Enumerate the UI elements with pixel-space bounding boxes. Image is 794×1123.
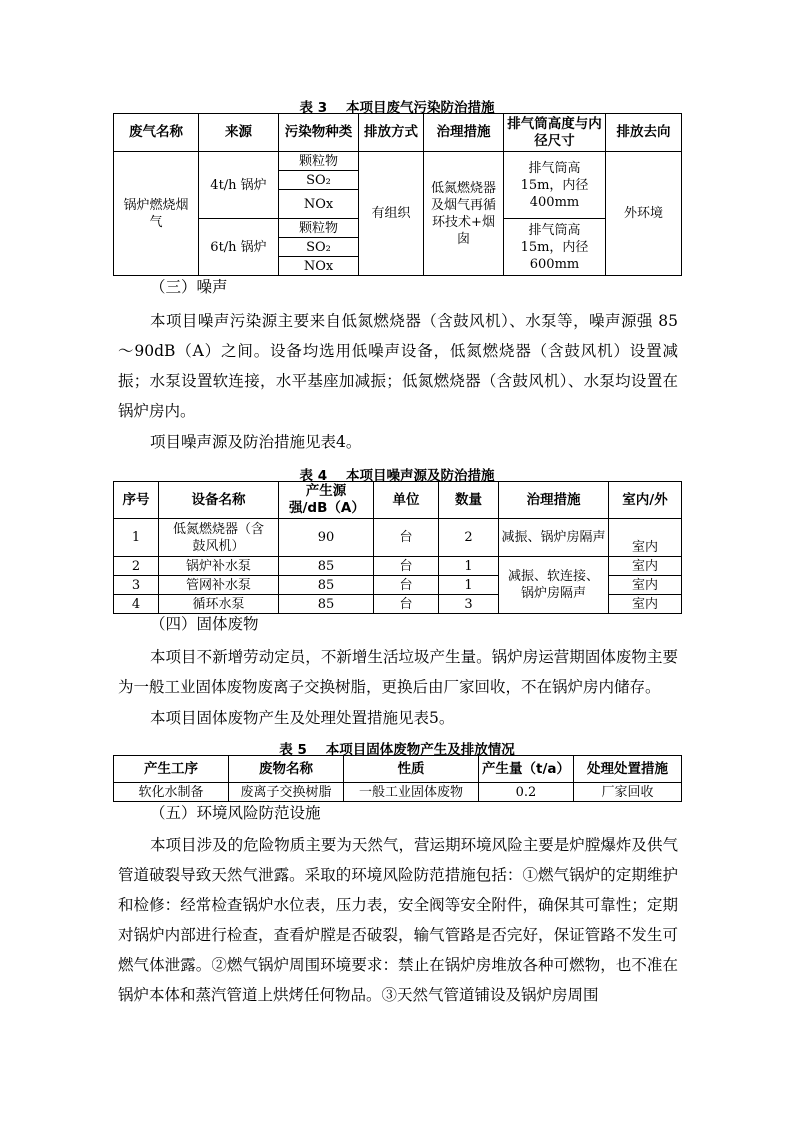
table4-cell-level: 85 (279, 576, 374, 595)
table5-header-process: 产生工序 (114, 756, 229, 783)
table3-direction: 外环境 (606, 152, 682, 276)
table4-cell-measure: 减振、软连接、锅炉房隔声 (499, 557, 609, 614)
table4-cell-level: 90 (279, 519, 374, 557)
risk-paragraph: 本项目涉及的危险物质主要为天然气，营运期环境风险主要是炉膛爆炸及供气管道破裂导致天然气泄露。采取的环境风险防范措施包括：①燃气锅炉的定期维护和检修：经常检查锅炉水位表，压力表，安全阀等安全附件，确保其可靠性；定期对锅炉内部进行检查，查看炉膛是否破裂，输气管路是否完好，保证管路不发生可燃气体泄露。②燃气锅炉周围环境要求：禁止在锅炉房堆放各种可燃物，也不准在锅炉本体和蒸汽管道上烘烤任何物品。③天然气管道铺设及锅炉房周围 (118, 836, 678, 1004)
table3 (113, 113, 682, 276)
table4-cell-no: 1 (114, 519, 159, 557)
waste-reference: 本项目固体废物产生及处理处置措施见表5。 (150, 709, 455, 727)
table3-header-direction: 排放去向 (606, 114, 682, 152)
table4-cell-no: 4 (114, 595, 159, 614)
table4-cell-name: 锅炉补水泵 (159, 557, 279, 576)
table3-header-treatment: 治理措施 (424, 114, 504, 152)
table4-cell-place: 室内 (609, 576, 682, 595)
table3-source-4t: 4t/h 锅炉 (199, 152, 279, 219)
table4-cell-place: 室内 (609, 595, 682, 614)
table5-cell-nature: 一般工业固体废物 (344, 783, 479, 802)
table4-cell-name: 管网补水泵 (159, 576, 279, 595)
table3-gas-name: 锅炉燃烧烟气 (114, 152, 199, 276)
table5-header-amount: 产生量（t/a） (479, 756, 574, 783)
table3-header-stack: 排气筒高度与内径尺寸 (504, 114, 606, 152)
table5-caption: 表 5 本项目固体废物产生及排放情况 (279, 742, 515, 758)
table4-header-place: 室内/外 (609, 482, 682, 519)
table5-cell-process: 软化水制备 (114, 783, 229, 802)
table3-stack-4t: 排气筒高 15m，内径 400mm (504, 152, 606, 219)
table4-cell-unit: 台 (374, 557, 439, 576)
table4-cell-qty: 1 (439, 557, 499, 576)
table4-cell-no: 3 (114, 576, 159, 595)
section5-heading: （五）环境风险防范设施 (150, 804, 321, 822)
table4-cell-place: 室内 (609, 519, 682, 557)
table3-header-pollutant: 污染物种类 (279, 114, 359, 152)
table4 (113, 481, 682, 614)
table3-stack-6t: 排气筒高 15m，内径 600mm (504, 219, 606, 276)
table4-header-no: 序号 (114, 482, 159, 519)
table4-cell-place: 室内 (609, 557, 682, 576)
table4-cell-qty: 3 (439, 595, 499, 614)
table4-cell-qty: 1 (439, 576, 499, 595)
table4-header-measure: 治理措施 (499, 482, 609, 519)
waste-paragraph: 本项目不新增劳动定员，不新增生活垃圾产生量。锅炉房运营期固体废物主要为一般工业固体废物废离子交换树脂，更换后由厂家回收，不在锅炉房内储存。 (118, 648, 678, 696)
table3-pollutant: 颗粒物 (279, 219, 359, 238)
table4-cell-qty: 2 (439, 519, 499, 557)
table5-cell-measure: 厂家回收 (574, 783, 682, 802)
table4-header-unit: 单位 (374, 482, 439, 519)
table3-pollutant: 颗粒物 (279, 152, 359, 171)
table3-header-source: 来源 (199, 114, 279, 152)
table5-cell-amount: 0.2 (479, 783, 574, 802)
table4-header-level: 产生源强/dB（A） (279, 482, 374, 519)
table4-cell-level: 85 (279, 557, 374, 576)
table3-header-method: 排放方式 (359, 114, 424, 152)
section3-heading: （三）噪声 (150, 278, 228, 296)
table3-method: 有组织 (359, 152, 424, 276)
table3-header-name: 废气名称 (114, 114, 199, 152)
table3-caption: 表 3 本项目废气污染防治措施 (299, 100, 495, 116)
noise-paragraph: 本项目噪声污染源主要来自低氮燃烧器（含鼓风机）、水泵等，噪声源强 85～90dB（A）之间。设备均选用低噪声设备，低氮燃烧器（含鼓风机）设置减振；水泵设置软连接，水平基座加减振；低氮燃烧器（含鼓风机）、水泵均设置在锅炉房内。 (118, 312, 678, 420)
section4-heading: （四）固体废物 (150, 615, 259, 633)
table5-header-nature: 性质 (344, 756, 479, 783)
table5-header-measure: 处理处置措施 (574, 756, 682, 783)
table4-header-name: 设备名称 (159, 482, 279, 519)
table4-cell-no: 2 (114, 557, 159, 576)
table5-cell-waste: 废离子交换树脂 (229, 783, 344, 802)
table4-cell-unit: 台 (374, 595, 439, 614)
table4-cell-name: 循环水泵 (159, 595, 279, 614)
table5 (113, 755, 682, 802)
table5-header-waste: 废物名称 (229, 756, 344, 783)
table4-cell-unit: 台 (374, 576, 439, 595)
table4-cell-unit: 台 (374, 519, 439, 557)
table4-cell-name: 低氮燃烧器（含鼓风机） (159, 519, 279, 557)
table4-cell-measure: 减振、锅炉房隔声 (499, 519, 609, 557)
noise-reference: 项目噪声源及防治措施见表4。 (150, 433, 362, 451)
table3-pollutant: SO₂ (279, 171, 359, 190)
table3-pollutant: NOx (279, 190, 359, 219)
table3-pollutant: NOx (279, 257, 359, 276)
table3-pollutant: SO₂ (279, 238, 359, 257)
table4-cell-level: 85 (279, 595, 374, 614)
table3-treatment: 低氮燃烧器及烟气再循环技术+烟囱 (424, 152, 504, 276)
table3-source-6t: 6t/h 锅炉 (199, 219, 279, 276)
table4-header-qty: 数量 (439, 482, 499, 519)
table4-caption: 表 4 本项目噪声源及防治措施 (299, 468, 495, 484)
